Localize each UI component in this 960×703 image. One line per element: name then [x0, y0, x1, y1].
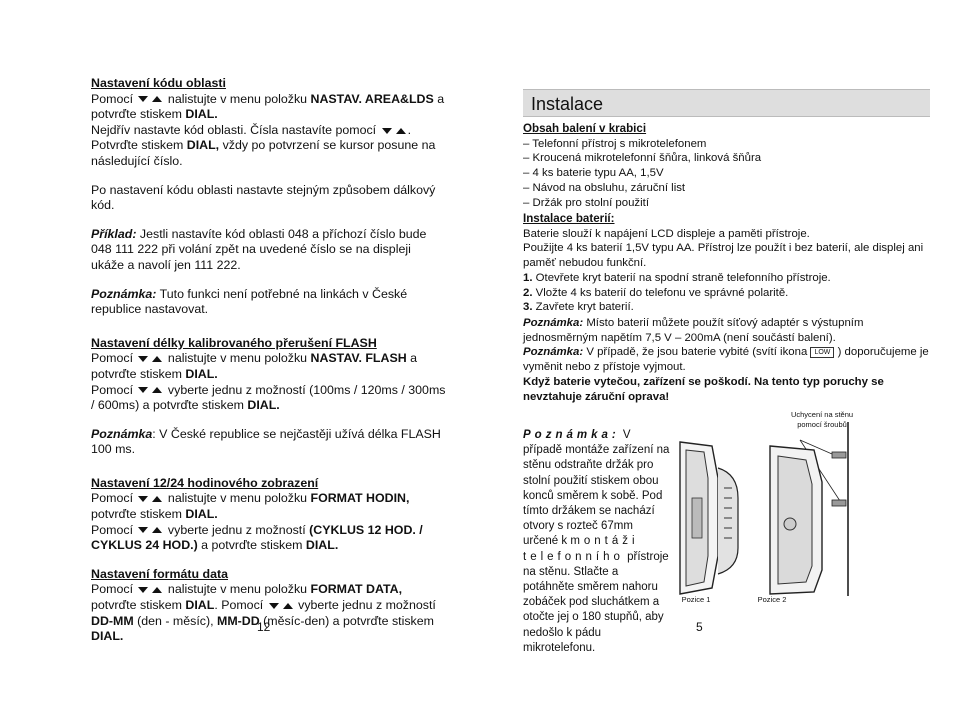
arrow-up-icon — [152, 96, 162, 102]
flash-heading: Nastavení délky kalibrovaného přerušení FLASH — [91, 335, 377, 350]
package-item: – Telefonní přístroj s mikrotelefonem — [523, 137, 707, 150]
arrow-up-icon — [152, 387, 162, 393]
area-code-p1: Pomocí nalistujte v menu položku NASTAV. AREA&LDS a potvrďte stiskem DIAL. — [91, 91, 445, 122]
arrow-down-icon — [138, 496, 148, 502]
date-heading: Nastavení formátu data — [91, 566, 229, 581]
arrow-down-icon — [138, 356, 148, 362]
arrow-up-icon — [396, 128, 406, 134]
arrow-down-icon — [138, 587, 148, 593]
package-heading: Obsah balení v krabici — [523, 122, 647, 135]
arrow-down-icon — [138, 96, 148, 102]
arrow-up-icon — [152, 496, 162, 502]
package-item: – Držák pro stolní použití — [523, 196, 649, 209]
flash-p1: Pomocí nalistujte v menu položku NASTAV. FLASH a potvrďte stiskem DIAL. — [91, 351, 418, 381]
right-page — [480, 0, 960, 703]
phone-position-1-illustration — [672, 438, 756, 598]
area-code-section — [91, 76, 447, 170]
battery-line: Použijte 4 ks baterií 1,5V typu AA. Přístroj lze použít i bez baterií, ale displej ani paměť nebudou funkční. — [523, 242, 924, 270]
notes-section — [523, 316, 930, 404]
package-section — [523, 122, 930, 210]
area-code-note: Poznámka: Tuto funkci není potřebné na linkách v České republice nastavovat. — [91, 286, 408, 317]
area-code-heading: Nastavení kódu oblasti — [91, 76, 226, 90]
battery-step: 2. Vložte 4 ks baterií do telefonu ve správné polaritě. — [523, 286, 789, 299]
phone-position-2-illustration — [750, 420, 860, 598]
area-code-p2: Nejdřív nastavte kód oblasti. Čísla nastavíte pomocí . Potvrďte stiskem DIAL, vždy po potvrzení se kursor posune na následující číslo. — [91, 122, 436, 168]
package-item: – Kroucená mikrotelefonní šňůra, linková šňůra — [523, 152, 762, 165]
hour-section — [91, 476, 447, 554]
battery-line: Baterie slouží k napájení LCD displeje a paměti přístroje. — [523, 227, 810, 240]
figure-callout: Uchycení na stěnu pomocí šroubů — [790, 410, 854, 429]
package-item: – Návod na obsluhu, záruční list — [523, 181, 686, 194]
warning-text: Když baterie vytečou, zařízení se poškodí. Na tento typ poruchy se nevztahuje záruční oprava! — [523, 375, 884, 403]
arrow-up-icon — [152, 587, 162, 593]
figure-caption-2: Pozice 2 — [757, 595, 787, 604]
flash-p2: Pomocí vyberte jednu z možností (100ms / 120ms / 300ms / 600ms) a potvrďte stiskem DIAL. — [91, 382, 446, 413]
adapter-note: Poznámka: Místo baterií můžete použít síťový adaptér s výstupním jednosměrným napětím 7,5 V – 200mA (není součástí balení). — [523, 317, 864, 344]
arrow-down-icon — [138, 527, 148, 533]
page-number: 5 — [696, 620, 703, 634]
area-code-p3: Po nastavení kódu oblasti nastavte stejným způsobem dálkový kód. — [91, 182, 436, 213]
battery-step: 1. Otevřete kryt baterií na spodní straně telefonního přístroje. — [523, 271, 831, 284]
battery-step: 3. Zavřete kryt baterií. — [523, 301, 634, 314]
hour-heading: Nastavení 12/24 hodinového zobrazení — [91, 475, 319, 490]
flash-section — [91, 336, 447, 414]
figure-caption-1: Pozice 1 — [681, 595, 711, 604]
package-item: – 4 ks baterie typu AA, 1,5V — [523, 167, 664, 180]
arrow-up-icon — [152, 356, 162, 362]
arrow-down-icon — [269, 603, 279, 609]
battery-section — [523, 212, 930, 315]
date-p1: Pomocí nalistujte v menu položku FORMAT DATA, potvrďte stiskem DIAL. Pomocí vyberte jednu z možností DD-MM (den - měsíc), MM-DD (měsíc-den) a potvrďte stiskem DIAL. — [91, 582, 436, 644]
battery-heading: Instalace baterií: — [523, 212, 615, 225]
section-title: Instalace — [523, 89, 930, 117]
hour-p2: Pomocí vyberte jednu z možností (CYKLUS 12 HOD. / CYKLUS 24 HOD.) a potvrďte stiskem DIAL. — [91, 522, 423, 553]
arrow-down-icon — [382, 128, 392, 134]
flash-note: Poznámka: V České republice se nejčastěji užívá délka FLASH 100 ms. — [91, 426, 441, 457]
arrow-up-icon — [152, 527, 162, 533]
arrow-up-icon — [283, 603, 293, 609]
page-number: 12 — [257, 620, 271, 634]
hour-p1: Pomocí nalistujte v menu položku FORMAT HODIN, potvrďte stiskem DIAL. — [91, 491, 410, 522]
area-code-example: Příklad: Jestli nastavíte kód oblasti 048 a příchozí číslo bude 048 111 222 při volání zpět na uvedené číslo se na displeji ukáže a navolí jen 111 222. — [91, 226, 427, 272]
arrow-down-icon — [138, 387, 148, 393]
low-battery-icon: LOW — [810, 347, 834, 358]
wall-mount-note: Poznámka: V případě montáže zařízení na stěnu odstraňte držák pro stolní použití stiskem obou konců směrem k sobě. Pod tímto držákem se nachází otvory s rozteč 67mm určené k montáži telefonního přístroje na stěnu. Stlačte a potáhněte směrem nahoru zobáček pod sluchátkem a otočte jej o 180 stupňů, aby nedošlo k pádu mikrotelefonu. — [523, 429, 670, 654]
low-battery-note: Poznámka: V případě, že jsou baterie vybité (svítí ikona LOW ) doporučujeme je vyměnit nebo z přístoje vyjmout. — [523, 346, 929, 374]
left-content — [91, 76, 447, 658]
